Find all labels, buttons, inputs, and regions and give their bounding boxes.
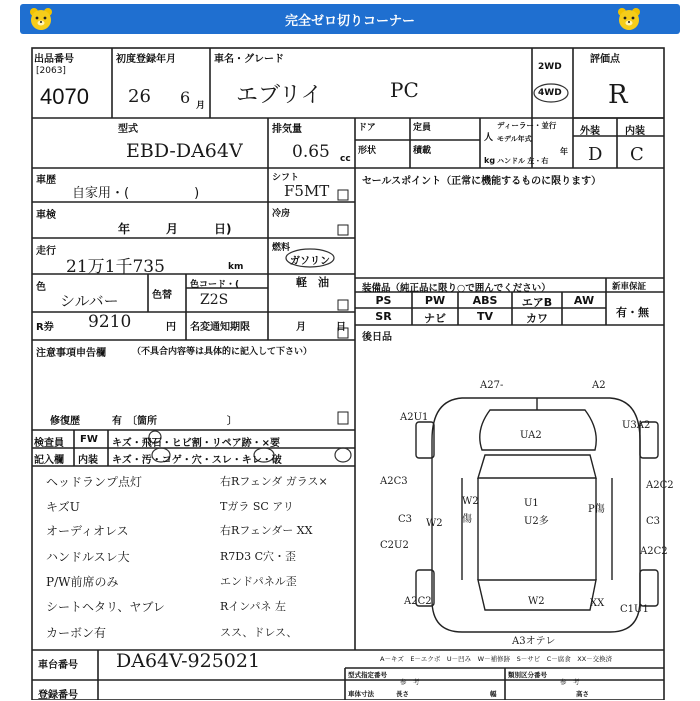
equip-pw[interactable]: PW: [424, 294, 446, 307]
mark: C3: [398, 514, 413, 525]
remark-right-6: Rインパネ 左: [220, 600, 287, 613]
mark: A27-: [480, 380, 504, 391]
mark: A2C2: [640, 546, 668, 557]
color-label: 色: [36, 282, 46, 293]
repair-value: 有 〔箇所 〕: [112, 416, 237, 427]
color-value: シルバー: [60, 292, 119, 310]
ref-2: 参 考: [560, 678, 580, 686]
inspection-label: 車検: [36, 210, 56, 221]
recycle-label: R券: [36, 322, 54, 333]
width-label: 幅: [490, 690, 497, 698]
equip-airbag[interactable]: エアB: [521, 296, 553, 309]
lot-sub: [2063]: [36, 66, 66, 76]
lot-label: 出品番号: [34, 54, 74, 65]
model-value: EBD-DA64V: [126, 140, 243, 162]
interior-label: 内装: [625, 126, 645, 137]
post-items-label: 後日品: [362, 332, 392, 343]
body-dim-label: 車体寸法: [348, 690, 374, 698]
year-unit: 年: [560, 147, 568, 156]
mark: C1U1: [620, 604, 649, 615]
banner-title: 完全ゼロ切りコーナー: [284, 14, 415, 29]
repair-label: 修復歴: [50, 416, 80, 427]
remark-right-2: Tガラ SC アリ: [220, 500, 294, 513]
warranty-label: 新車保証: [612, 282, 647, 292]
mark: U3A2: [622, 420, 651, 431]
mark: A2U1: [400, 412, 429, 423]
chassis-value: DA64V-925021: [116, 650, 261, 672]
exterior-label: 外装: [580, 126, 600, 137]
mark: U2多: [524, 516, 549, 527]
equip-tv[interactable]: TV: [476, 310, 494, 323]
equipment-label: 装備品（純正品に限り○で囲んでください）: [362, 283, 551, 294]
equip-aw[interactable]: AW: [573, 294, 595, 307]
notes-label: 注意事項申告欄: [36, 348, 106, 359]
rating: R: [608, 80, 628, 110]
chassis-label: 車台番号: [38, 660, 78, 671]
remark-left-7: カーボン有: [46, 626, 107, 640]
first-reg-label: 初度登録年月: [116, 54, 176, 65]
recycle-value: 9210: [88, 312, 132, 332]
mark: A2C2: [404, 596, 432, 607]
displacement-value: 0.65: [292, 142, 330, 162]
person-unit: 人: [484, 133, 494, 143]
type-designation-label: 型式指定番号: [348, 671, 387, 679]
km-unit: km: [228, 262, 244, 272]
reg-month: 6: [180, 88, 191, 107]
car-name: エブリイ: [236, 83, 323, 108]
length-label: 長さ: [396, 690, 409, 698]
mark: 傷: [462, 514, 472, 525]
fuel-label: 燃料: [272, 243, 291, 253]
equip-sr[interactable]: SR: [375, 310, 392, 323]
registration-label: 登録番号: [38, 690, 78, 701]
remark-left-3: オーディオレス: [46, 524, 129, 538]
mark: U1: [524, 498, 539, 509]
drive-4wd[interactable]: 4WD: [538, 88, 562, 98]
mark: P傷: [588, 504, 605, 515]
mark: W2: [462, 496, 479, 507]
name-label: 車名・グレード: [214, 54, 284, 65]
color-change-label: 色替: [152, 290, 172, 301]
car-grade: PC: [390, 78, 419, 102]
remark-left-6: シートヘタリ、ヤブレ: [46, 600, 165, 614]
mark: XX: [590, 598, 605, 609]
diagram-legend: A－キズ E－エクボ U－凹み W－補修跡 S－サビ C－腐食 XX－交換済: [380, 655, 613, 663]
remark-right-5: エンドパネル歪: [220, 575, 297, 588]
history-label: 車歴: [36, 175, 56, 186]
exterior-grade: D: [588, 144, 603, 165]
shift-label: シフト: [272, 173, 300, 183]
shift-value: F5MT: [284, 182, 330, 200]
remark-right-7: スス、ドレス、: [220, 626, 298, 639]
kg-unit: kg: [484, 156, 496, 165]
fuel-gasoline[interactable]: ガソリン: [290, 256, 330, 267]
yen-unit: 円: [166, 322, 176, 333]
fuel-diesel[interactable]: 軽 油: [296, 276, 329, 289]
remark-left-2: キズU: [46, 500, 80, 514]
month-unit: 月: [196, 101, 206, 111]
equip-navi[interactable]: ナビ: [424, 312, 446, 325]
equip-abs[interactable]: ABS: [472, 294, 498, 307]
ref-1: 参 考: [400, 678, 420, 686]
height-label: 高さ: [576, 690, 589, 698]
record-label: 記入欄: [34, 455, 64, 466]
dealer-label: ディーラー・並行: [497, 121, 557, 130]
color-code-label: 色コード・(: [190, 280, 240, 290]
mark: A2: [592, 380, 606, 391]
interior-grade: C: [630, 144, 644, 165]
fw-label: FW: [80, 434, 98, 445]
reg-year: 26: [128, 86, 151, 107]
capacity-label: 定員: [413, 123, 432, 133]
mileage-value: 21万1千735: [66, 257, 165, 277]
equip-leather[interactable]: カワ: [526, 312, 548, 325]
displacement-label: 排気量: [272, 124, 302, 135]
handle-label: ハンドル 左・右: [497, 157, 549, 165]
load-label: 積載: [413, 146, 432, 156]
interior-items: キズ・汚・コゲ・穴・スレ・キレ・破: [112, 455, 282, 466]
remark-right-3: 右Rフェンダー XX: [220, 524, 313, 537]
mark: W2: [528, 596, 545, 607]
mark: A3オテレ: [512, 636, 556, 647]
checker-label: 検査員: [34, 438, 64, 449]
mark: UA2: [520, 430, 542, 441]
mark: A2C2: [646, 480, 674, 491]
model-label: 型式: [118, 124, 138, 135]
rating-label: 評価点: [590, 54, 620, 65]
color-code: Z2S: [200, 292, 229, 308]
sales-point-label: セールスポイント（正常に機能するものに限ります）: [362, 176, 602, 187]
inspection-value: 年 月 日): [118, 222, 232, 236]
notes-hint: （不具合内容等は具体的に記入して下さい）: [132, 347, 313, 357]
remark-right-1: 右Rフェンダ ガラス×: [220, 475, 328, 488]
ac-label: 冷房: [272, 209, 291, 219]
name-change-label: 名変通知期限: [190, 322, 250, 333]
equip-ps[interactable]: PS: [375, 294, 392, 307]
mark: W2: [426, 518, 443, 529]
shape-label: 形状: [358, 146, 377, 156]
class-number-label: 類別区分番号: [508, 671, 547, 679]
remark-left-5: P/W前席のみ: [46, 575, 119, 589]
fw-items: キズ・飛石・ヒビ割・リペア跡・×要: [112, 438, 280, 449]
mark: C2U2: [380, 540, 409, 551]
remark-right-4: R7D3 C穴・歪: [220, 550, 297, 563]
mileage-label: 走行: [36, 246, 56, 257]
mark: A2C3: [380, 476, 408, 487]
cc-unit: cc: [340, 154, 351, 164]
door-label: ドア: [358, 123, 376, 133]
remark-left-4: ハンドルスレ大: [46, 550, 130, 564]
drive-2wd[interactable]: 2WD: [538, 62, 562, 72]
warranty-value: 有・無: [616, 306, 649, 319]
history-value: 自家用・( ): [72, 186, 200, 201]
interior-check-label: 内装: [78, 455, 98, 466]
name-change-date: 月 日: [296, 322, 346, 333]
lot-number: 4070: [40, 84, 89, 109]
model-year-label: モデル年式: [497, 135, 532, 143]
remark-left-1: ヘッドランプ点灯: [46, 475, 143, 489]
mark: C3: [646, 516, 661, 527]
